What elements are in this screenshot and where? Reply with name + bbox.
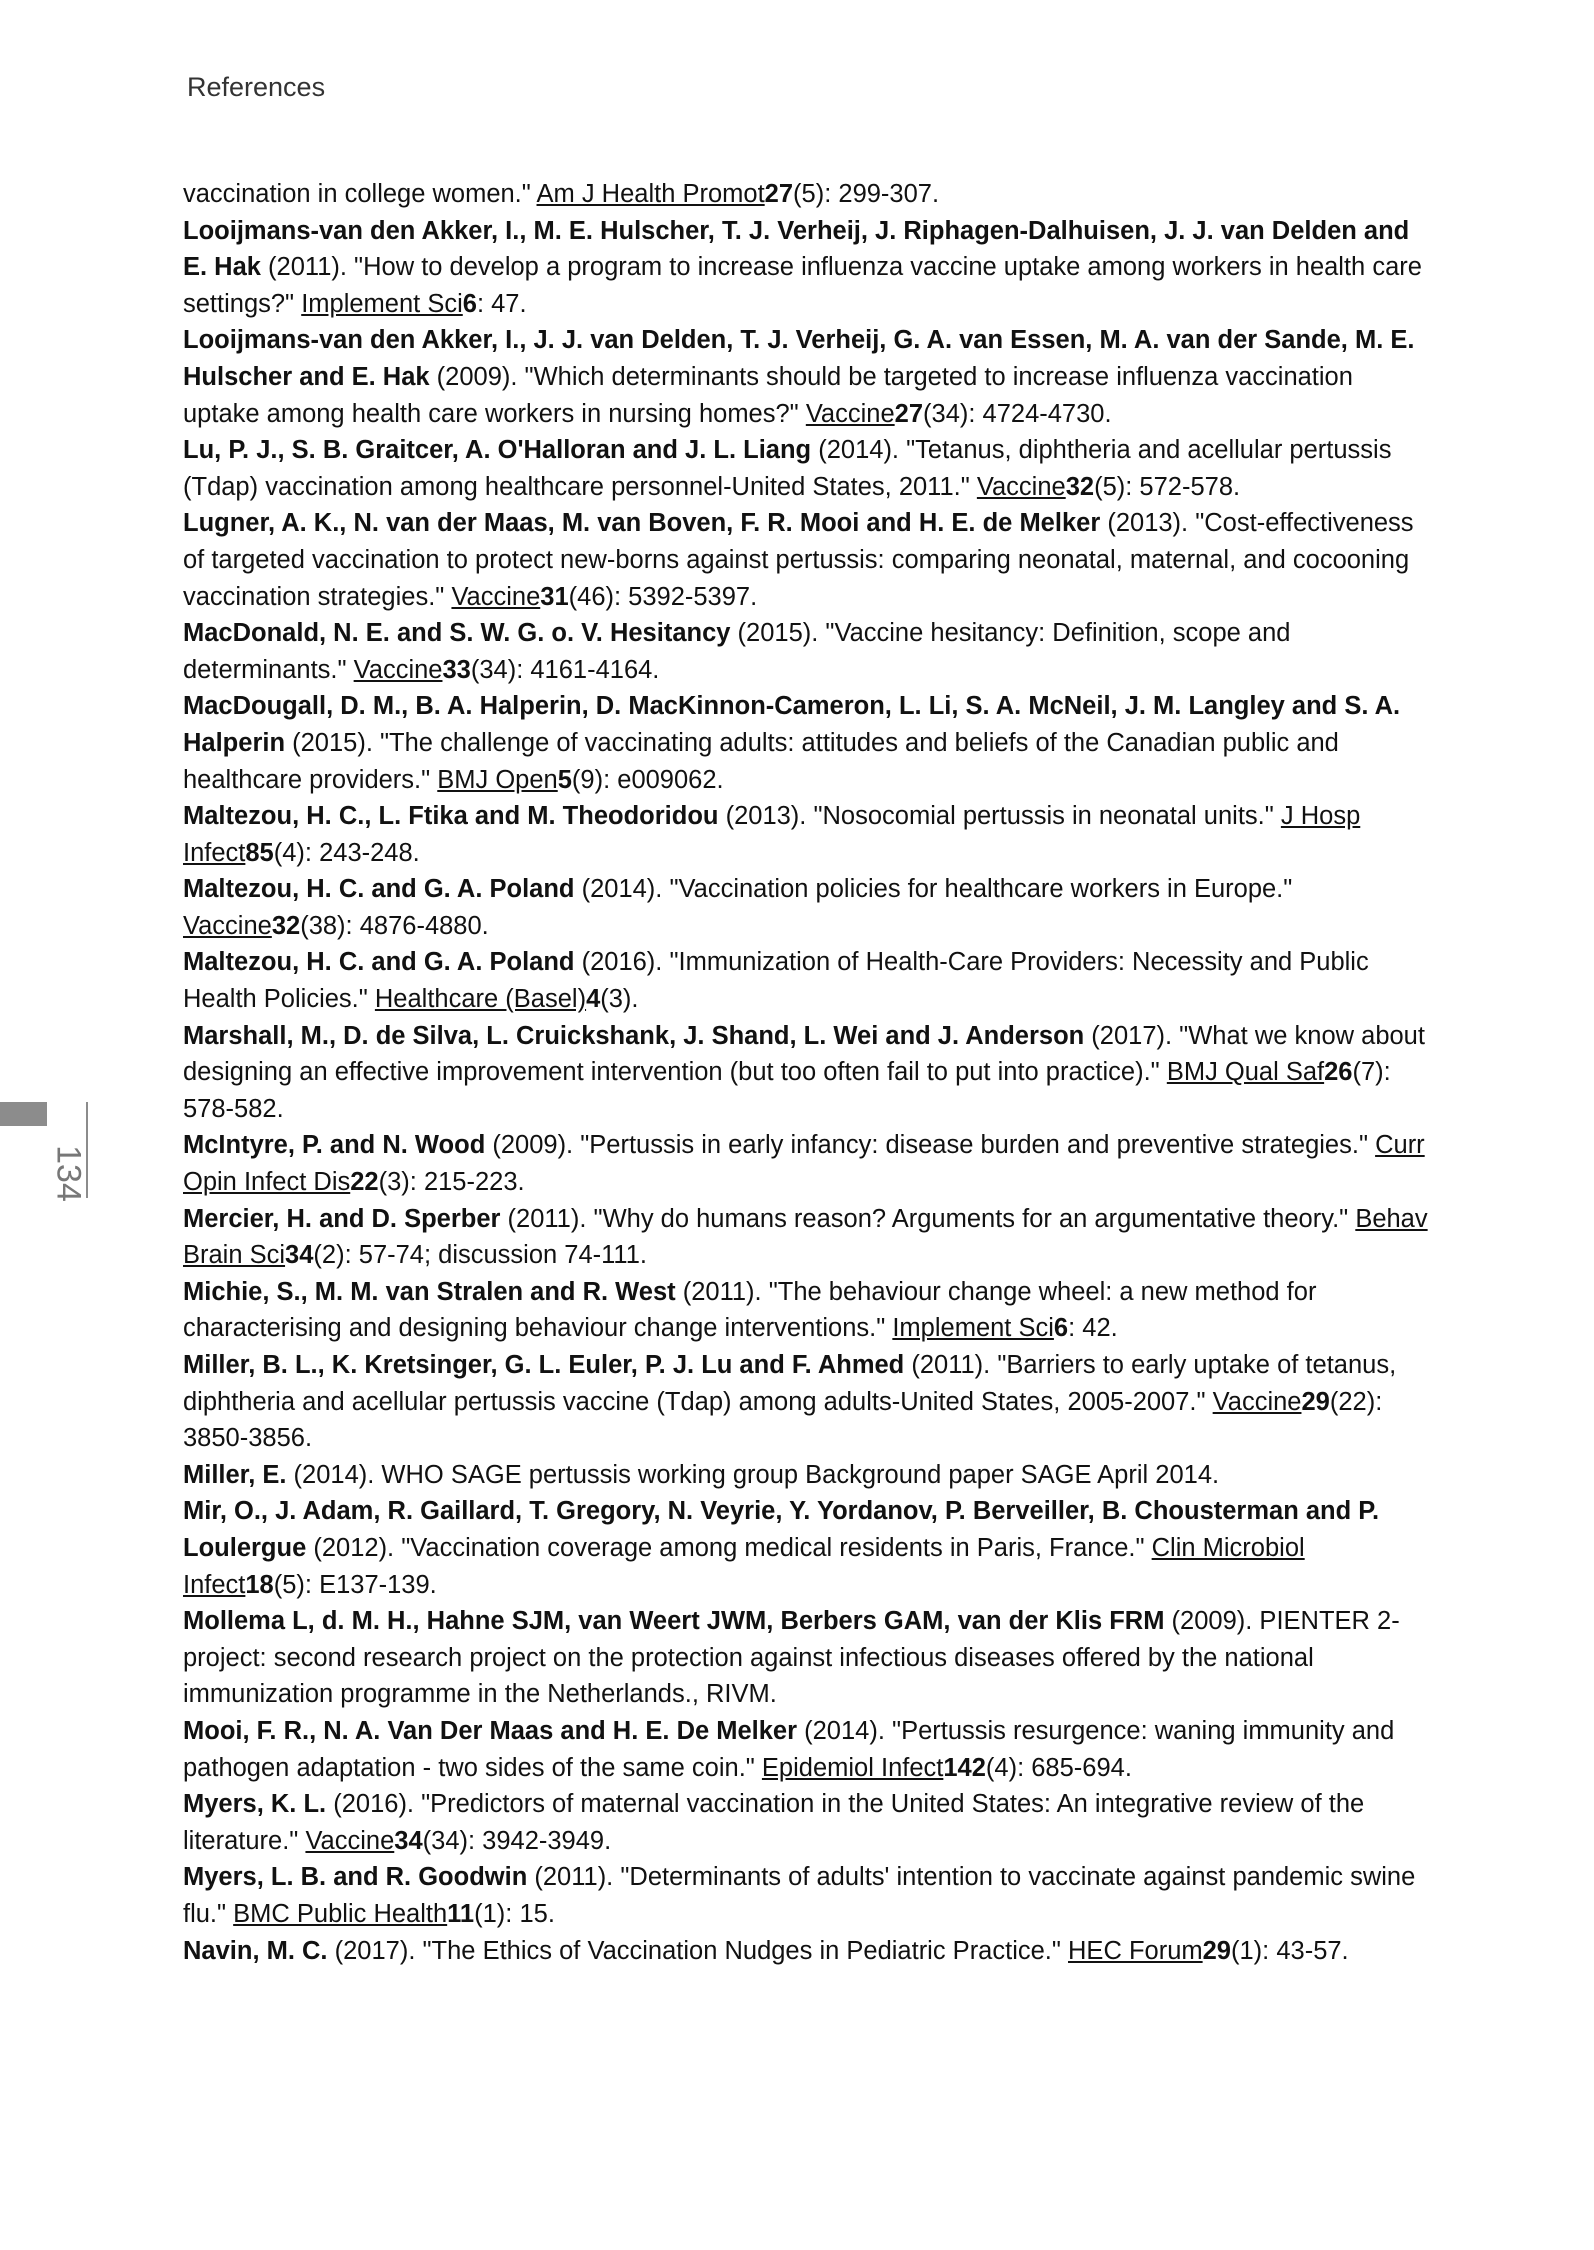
reference-pages: (46): 5392-5397.	[568, 582, 758, 611]
reference-entry	[183, 1201, 1433, 1274]
reference-text: (2015). "Vaccine hesitancy: Definition, scope and determinants."	[183, 619, 1291, 684]
reference-journal: Vaccine	[451, 582, 541, 611]
reference-pages: (3): 215-223.	[378, 1168, 525, 1197]
reference-pages: : 42.	[1068, 1314, 1118, 1343]
reference-pages: (4): 685-694.	[985, 1753, 1132, 1782]
reference-pages: : 47.	[476, 289, 527, 318]
reference-pages: (38): 4876-4880.	[300, 911, 489, 940]
reference-authors: Mollema L, d. M. H., Hahne SJM, van Weert JWM, Berbers GAM, van der Klis FRM	[183, 1607, 1165, 1636]
reference-entry	[183, 176, 1433, 213]
reference-text: (2014). "Tetanus, diphtheria and acellular pertussis (Tdap) vaccination among healthcare personnel-United States, 2011."	[183, 436, 1392, 501]
reference-volume: 34	[394, 1826, 423, 1855]
reference-authors: Miller, E.	[183, 1460, 287, 1489]
reference-authors: MacDougall, D. M., B. A. Halperin, D. MacKinnon-Cameron, L. Li, S. A. McNeil, J. M. Langley and S. A. Halperin	[183, 692, 1401, 757]
reference-journal: J Hosp Infect	[183, 802, 1361, 867]
reference-entry	[183, 1493, 1433, 1603]
reference-entry	[183, 1933, 1433, 1970]
reference-journal: Epidemiol Infect	[761, 1753, 944, 1782]
reference-volume: 32	[1065, 472, 1095, 501]
reference-volume: 18	[245, 1570, 274, 1599]
reference-journal: BMC Public Health	[233, 1899, 448, 1928]
reference-entry	[183, 505, 1433, 615]
reference-volume: 33	[442, 655, 471, 684]
reference-pages: (1): 43-57.	[1231, 1936, 1349, 1965]
reference-text: (2009). PIENTER 2-project: second research project on the protection against infectious diseases offered by the national immunization programme in the Netherlands., RIVM.	[183, 1607, 1400, 1709]
reference-authors: Michie, S., M. M. van Stralen and R. West	[183, 1277, 676, 1306]
reference-pages: (22): 3850-3856.	[183, 1387, 1383, 1453]
reference-entry	[183, 944, 1433, 1017]
reference-authors: Mir, O., J. Adam, R. Gaillard, T. Gregory, N. Veyrie, Y. Yordanov, P. Berveiller, B. Chousterman and P. Loulergue	[183, 1497, 1380, 1562]
reference-journal: Vaccine	[183, 911, 272, 940]
reference-journal: Vaccine	[805, 399, 895, 428]
reference-volume: 27	[764, 180, 794, 208]
reference-journal: BMJ Qual Saf	[1166, 1058, 1325, 1087]
reference-journal: Vaccine	[1212, 1387, 1302, 1416]
reference-entry	[183, 1713, 1433, 1786]
reference-pages: (4): 243-248.	[273, 838, 420, 867]
reference-pages: (34): 4724-4730.	[923, 399, 1112, 428]
reference-journal: Healthcare (Basel)	[374, 985, 587, 1014]
reference-entry	[183, 213, 1433, 323]
reference-authors: McIntyre, P. and N. Wood	[183, 1131, 486, 1160]
reference-entry	[183, 615, 1433, 688]
reference-authors: Myers, L. B. and R. Goodwin	[183, 1863, 528, 1892]
reference-text: (2013). "Nosocomial pertussis in neonatal units."	[718, 802, 1281, 831]
reference-authors: Miller, B. L., K. Kretsinger, G. L. Euler, P. J. Lu and F. Ahmed	[183, 1351, 905, 1379]
reference-entry	[183, 1859, 1433, 1932]
reference-pages: (3).	[600, 985, 639, 1014]
reference-journal: Vaccine	[976, 472, 1066, 501]
reference-authors: Looijmans-van den Akker, I., J. J. van Delden, T. J. Verheij, G. A. van Essen, M. A. van der Sande, M. E. Hulscher and E. Hak	[183, 326, 1415, 391]
reference-entry	[183, 432, 1433, 505]
reference-authors: Lugner, A. K., N. van der Maas, M. van Boven, F. R. Mooi and H. E. de Melker	[183, 509, 1101, 538]
reference-volume: 31	[540, 582, 569, 611]
reference-text: vaccination in college women."	[183, 180, 537, 208]
reference-list	[183, 176, 1433, 1969]
reference-volume: 29	[1202, 1936, 1231, 1965]
reference-entry	[183, 322, 1433, 432]
reference-text: (2013). "Cost-effectiveness of targeted vaccination to protect new-borns against pertussis: comparing neonatal, maternal, and cocooning vaccination strategies."	[183, 509, 1414, 611]
reference-authors: Looijmans-van den Akker, I., M. E. Hulscher, T. J. Verheij, J. Riphagen-Dalhuisen, J. J. van Delden and E. Hak	[183, 216, 1410, 282]
reference-authors: MacDonald, N. E. and S. W. G. o. V. Hesitancy	[183, 619, 731, 648]
reference-text: (2011). "How to develop a program to increase influenza vaccine uptake among workers in health care settings?"	[183, 253, 1422, 318]
reference-text: (2011). "The behaviour change wheel: a new method for characterising and designing behaviour change interventions."	[183, 1277, 1317, 1343]
reference-journal: BMJ Open	[437, 765, 558, 794]
reference-pages: (9): e009062.	[571, 765, 724, 794]
reference-volume: 26	[1324, 1058, 1353, 1087]
reference-pages: (34): 4161-4164.	[470, 655, 660, 684]
reference-text: (2016). "Predictors of maternal vaccination in the United States: An integrative review of the literature."	[183, 1790, 1365, 1855]
reference-entry	[183, 1127, 1433, 1200]
reference-volume: 6	[1053, 1314, 1069, 1343]
reference-text: (2015). "The challenge of vaccinating adults: attitudes and beliefs of the Canadian public and healthcare providers."	[183, 728, 1339, 794]
reference-text: (2014). WHO SAGE pertussis working group Background paper SAGE April 2014.	[286, 1460, 1220, 1489]
reference-entry	[183, 1018, 1433, 1128]
reference-authors: Maltezou, H. C. and G. A. Poland	[183, 948, 575, 977]
reference-pages: (7): 578-582.	[183, 1058, 1391, 1123]
page-number: 134	[49, 1145, 88, 1202]
reference-volume: 34	[285, 1241, 314, 1270]
reference-text: (2009). "Which determinants should be targeted to increase influenza vaccination uptake among health care workers in nursing homes?"	[183, 362, 1353, 428]
page-tab-marker	[0, 1102, 47, 1126]
reference-text: (2017). "What we know about designing an effective improvement intervention (but too often fail to put into practice)."	[183, 1021, 1425, 1087]
reference-volume: 11	[447, 1899, 475, 1928]
reference-text: (2009). "Pertussis in early infancy: disease burden and preventive strategies."	[485, 1131, 1376, 1160]
reference-text: (2012). "Vaccination coverage among medical residents in Paris, France."	[306, 1533, 1152, 1562]
reference-authors: Myers, K. L.	[183, 1790, 327, 1819]
reference-journal: Curr Opin Infect Dis	[183, 1131, 1425, 1197]
reference-entry	[183, 798, 1433, 871]
reference-text: (2017). "The Ethics of Vaccination Nudges in Pediatric Practice."	[327, 1936, 1069, 1965]
reference-authors: Maltezou, H. C. and G. A. Poland	[183, 875, 575, 904]
reference-volume: 5	[557, 765, 572, 794]
reference-pages: (5): E137-139.	[273, 1570, 437, 1599]
reference-authors: Marshall, M., D. de Silva, L. Cruickshank, J. Shand, L. Wei and J. Anderson	[183, 1021, 1085, 1050]
reference-pages: (5): 572-578.	[1094, 472, 1241, 501]
reference-entry	[183, 1603, 1433, 1713]
reference-entry	[183, 1457, 1433, 1494]
reference-volume: 29	[1301, 1387, 1330, 1416]
reference-text: (2011). "Why do humans reason? Arguments for an argumentative theory."	[500, 1204, 1356, 1233]
reference-pages: (34): 3942-3949.	[422, 1826, 612, 1855]
reference-journal: Vaccine	[353, 655, 443, 684]
reference-authors: Navin, M. C.	[183, 1936, 328, 1965]
reference-volume: 22	[350, 1168, 379, 1197]
reference-authors: Mooi, F. R., N. A. Van Der Maas and H. E. De Melker	[183, 1716, 798, 1745]
reference-authors: Maltezou, H. C., L. Ftika and M. Theodoridou	[183, 802, 719, 831]
reference-text: (2014). "Pertussis resurgence: waning immunity and pathogen adaptation - two sides of the same coin."	[183, 1716, 1395, 1782]
reference-pages: (2): 57-74; discussion 74-111.	[313, 1241, 647, 1270]
reference-volume: 85	[245, 838, 274, 867]
reference-volume: 32	[271, 911, 301, 940]
reference-pages: (5): 299-307.	[793, 180, 940, 208]
reference-text: (2016). "Immunization of Health-Care Providers: Necessity and Public Health Policies."	[183, 948, 1369, 1014]
reference-volume: 4	[586, 985, 601, 1014]
reference-journal: Implement Sci	[892, 1314, 1054, 1343]
reference-text: (2011). "Determinants of adults' intention to vaccinate against pandemic swine flu."	[183, 1863, 1416, 1928]
reference-text: (2011). "Barriers to early uptake of tetanus, diphtheria and acellular pertussis vaccine (Tdap) among adults-United States, 2005-2007."	[183, 1351, 1397, 1416]
reference-journal: Vaccine	[305, 1826, 395, 1855]
reference-entry	[183, 688, 1433, 798]
reference-volume: 6	[462, 289, 477, 318]
reference-entry	[183, 1274, 1433, 1347]
running-head-title: References	[187, 72, 326, 102]
reference-journal: Am J Health Promot	[536, 180, 765, 208]
reference-journal: Clin Microbiol Infect	[183, 1533, 1305, 1599]
reference-journal: HEC Forum	[1068, 1936, 1203, 1965]
reference-entry	[183, 1347, 1433, 1457]
reference-authors: Lu, P. J., S. B. Graitcer, A. O'Halloran and J. L. Liang	[183, 436, 812, 465]
reference-journal: Behav Brain Sci	[183, 1204, 1428, 1270]
reference-volume: 27	[894, 399, 924, 428]
reference-pages: (1): 15.	[474, 1899, 555, 1928]
reference-volume: 142	[943, 1753, 986, 1782]
reference-text: (2014). "Vaccination policies for healthcare workers in Europe."	[574, 875, 1293, 904]
reference-authors: Mercier, H. and D. Sperber	[183, 1204, 501, 1233]
reference-journal: Implement Sci	[301, 289, 463, 318]
reference-entry	[183, 1786, 1433, 1859]
reference-entry	[183, 871, 1433, 944]
